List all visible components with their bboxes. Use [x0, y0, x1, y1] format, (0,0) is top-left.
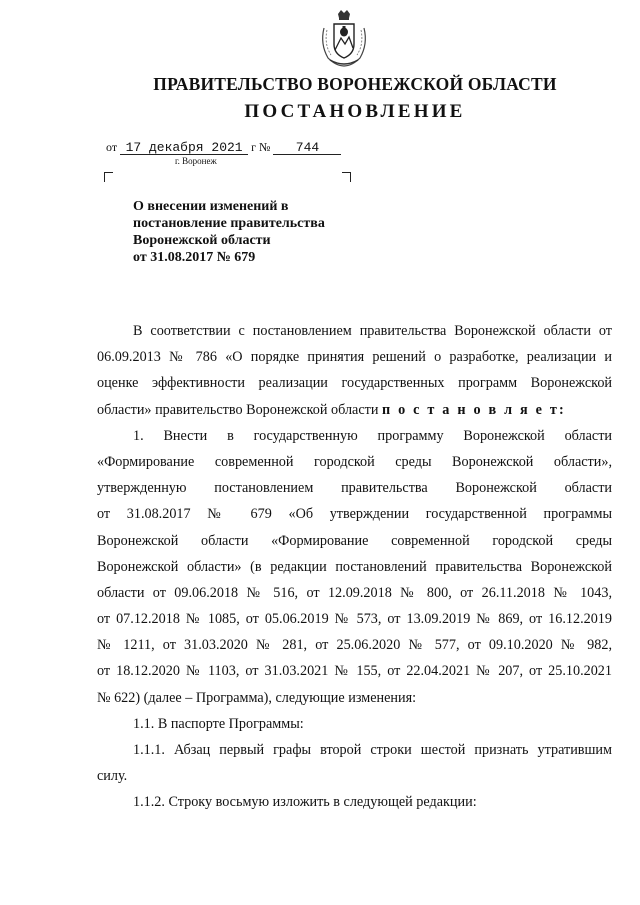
- body-line: от 31.08.2017 № 679 «Об утверждении государственной программы: [97, 506, 612, 523]
- body-line: № 622) (далее – Программа), следующие изменения:: [97, 689, 417, 706]
- body-line: утвержденную постановлением правительства Воронежской области: [97, 480, 612, 497]
- date-number-line: [106, 140, 341, 155]
- title-line: постановление правительства: [133, 216, 325, 231]
- body-line: «Формирование современной городской среды Воронежской области»,: [97, 453, 612, 470]
- document-date: 17 декабря 2021: [120, 141, 248, 155]
- body-line: силу.: [97, 768, 128, 785]
- enacting-text: области» правительство Воронежской области: [97, 401, 382, 418]
- number-label: №: [259, 140, 271, 154]
- body-line: области от 09.06.2018 № 516, от 12.09.2018 № 800, от 26.11.2018 № 1043,: [97, 584, 612, 601]
- body-line: Воронежской области «Формирование современной городской среды: [97, 532, 612, 549]
- body-line: [97, 397, 612, 423]
- body-line: 1.1.2. Строку восьмую изложить в следующей редакции:: [133, 794, 477, 811]
- title-line: О внесении изменений в: [133, 199, 289, 214]
- organization-name: ПРАВИТЕЛЬСТВО ВОРОНЕЖСКОЙ ОБЛАСТИ: [153, 74, 557, 94]
- body-line: оценке эффективности реализации государственных программ Воронежской: [97, 375, 612, 392]
- body-line: Воронежской области» (в редакции постановлений правительства Воронежской: [97, 558, 612, 575]
- body-line: 06.09.2013 № 786 «О порядке принятия решений о разработке, реализации и: [97, 349, 612, 366]
- title-line: Воронежской области: [133, 233, 271, 248]
- enacting-word: п о с т а н о в л я е т:: [381, 401, 566, 418]
- body-line: № 1211, от 31.03.2020 № 281, от 25.06.2020 № 577, от 09.10.2020 № 982,: [97, 637, 612, 654]
- coat-of-arms-voronezh-icon: [318, 10, 370, 68]
- document-title: [133, 198, 393, 266]
- document-number: 744: [273, 141, 341, 155]
- left-corner-mark: [104, 172, 113, 182]
- body-line: от 18.12.2020 № 1103, от 31.03.2021 № 155, от 22.04.2021 № 207, от 25.10.2021: [97, 663, 612, 680]
- city-label: г. Воронеж: [175, 156, 217, 166]
- body-line: 1.1.1. Абзац первый графы второй строки шестой признать утратившим: [133, 742, 612, 758]
- from-label: от: [106, 140, 118, 154]
- document-type: ПОСТАНОВЛЕНИЕ: [244, 101, 466, 122]
- body-line: 1. Внести в государственную программу Воронежской области: [133, 427, 612, 444]
- year-suffix: г: [251, 140, 257, 154]
- body-line: от 07.12.2018 № 1085, от 05.06.2019 № 573, от 13.09.2019 № 869, от 16.12.2019: [97, 611, 612, 628]
- body-line: 1.1. В паспорте Программы:: [133, 715, 304, 732]
- right-corner-mark: [342, 172, 351, 182]
- title-line: от 31.08.2017 № 679: [133, 250, 256, 265]
- body-line: В соответствии с постановлением правительства Воронежской области от: [133, 323, 612, 339]
- document-body: [97, 318, 612, 816]
